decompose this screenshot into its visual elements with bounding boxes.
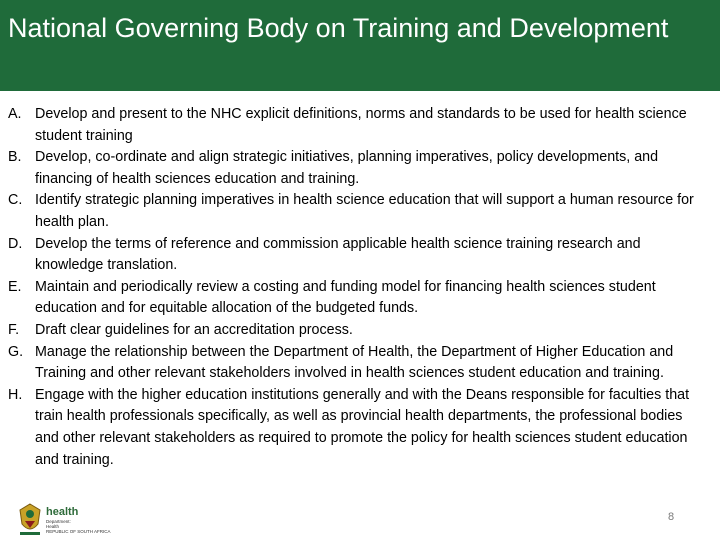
item-text: Manage the relationship between the Department of Health, the Department of Higher Education and Training and other relevant stakeholders involved in health sciences student education and training. — [35, 343, 674, 382]
logo-subtitle-line: Department: — [46, 519, 71, 524]
logo-subtitle-line: Health — [46, 524, 60, 529]
item-letter: C. — [8, 192, 23, 209]
list-item — [8, 147, 708, 190]
logo-subtitle — [46, 519, 126, 534]
item-letter: D. — [8, 235, 23, 252]
item-text: Develop and present to the NHC explicit definitions, norms and standards to be used for health science student training — [35, 106, 687, 144]
item-text: Develop the terms of reference and commission applicable health science training research and knowledge translation. — [35, 235, 641, 274]
list-item — [8, 234, 708, 277]
logo-subtitle-line: REPUBLIC OF SOUTH AFRICA — [46, 529, 111, 534]
page-number: 8 — [668, 511, 675, 523]
list-item — [8, 277, 708, 320]
item-letter: E. — [8, 278, 22, 295]
item-letter: G. — [8, 343, 24, 360]
item-letter: H. — [8, 386, 23, 403]
logo-brand-text: health — [46, 506, 79, 518]
responsibilities-list — [8, 104, 708, 471]
item-letter: B. — [8, 149, 22, 166]
list-item — [8, 342, 708, 385]
health-department-logo — [16, 502, 126, 538]
item-letter: A. — [8, 106, 22, 122]
item-text: Draft clear guidelines for an accreditation process. — [35, 321, 353, 338]
slide-title: National Governing Body on Training and Development — [8, 13, 669, 43]
list-item — [8, 385, 708, 471]
item-letter: F. — [8, 321, 20, 338]
list-item — [8, 320, 708, 342]
title-bar — [0, 0, 720, 91]
coat-of-arms-icon — [16, 502, 44, 538]
list-item — [8, 190, 708, 233]
item-text: Maintain and periodically review a costing and funding model for financing health sciences student education and for equitable allocation of the budgeted funds. — [35, 278, 656, 317]
item-text: Develop, co-ordinate and align strategic initiatives, planning imperatives, policy developments, and financing of health sciences education and training. — [35, 149, 659, 187]
list-item — [8, 104, 708, 147]
item-text: Engage with the higher education institutions generally and with the Deans responsible for faculties that train health professionals specifically, as well as provincial health departments, the professional bodies and other relevant stakeholders as required to promote the policy for health sciences student education and training. — [35, 386, 690, 468]
item-text: Identify strategic planning imperatives in health science education that will support a human resource for health plan. — [35, 192, 694, 230]
